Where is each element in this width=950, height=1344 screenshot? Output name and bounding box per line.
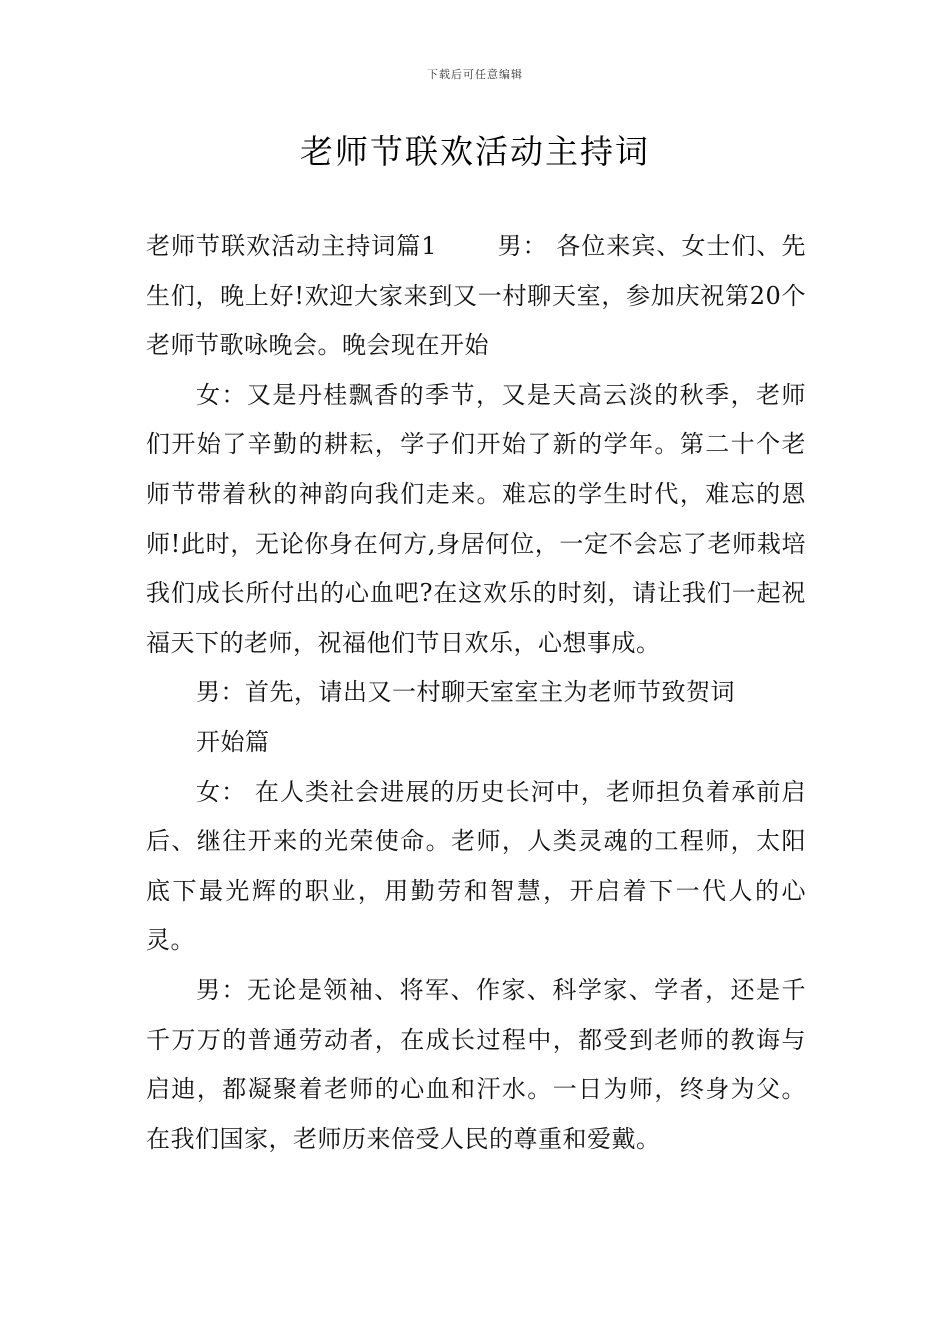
paragraph-5: 女： 在人类社会进展的历史长河中，老师担负着承前启后、继往开来的光荣使命。老师，人类灵魂的工程师，太阳底下最光辉的职业，用勤劳和智慧，开启着下一代人的心灵。	[146, 777, 806, 955]
paragraph-1	[146, 222, 806, 371]
paragraph-3: 男：首先，请出又一村聊天室室主为老师节致贺词	[196, 678, 735, 707]
document-body	[146, 222, 806, 1164]
paragraph-4: 开始篇	[196, 727, 270, 756]
section-heading: 老师节联欢活动主持词篇1	[146, 232, 438, 260]
paragraph-1-text: 男： 各位来宾、女士们、先生们，晚上好!欢迎大家来到又一村聊天室，参加庆祝第20个老师节歌咏晚会。晚会现在开始	[146, 232, 806, 360]
header-note: 下载后可任意编辑	[427, 68, 523, 81]
paragraph-2: 女：又是丹桂飘香的季节，又是天高云淡的秋季，老师们开始了辛勤的耕耘，学子们开始了新的学年。第二十个老师节带着秋的神韵向我们走来。难忘的学生时代，难忘的恩师!此时，无论你身在何方,身居何位，一定不会忘了老师栽培我们成长所付出的心血吧?在这欢乐的时刻，请让我们一起祝福天下的老师，祝福他们节日欢乐，心想事成。	[146, 380, 806, 657]
document-title: 老师节联欢活动主持词	[300, 132, 650, 171]
paragraph-6: 男：无论是领袖、将军、作家、科学家、学者，还是千千万万的普通劳动者，在成长过程中，都受到老师的教诲与启迪，都凝聚着老师的心血和汗水。一日为师，终身为父。在我们国家，老师历来倍受人民的尊重和爱戴。	[146, 975, 806, 1153]
